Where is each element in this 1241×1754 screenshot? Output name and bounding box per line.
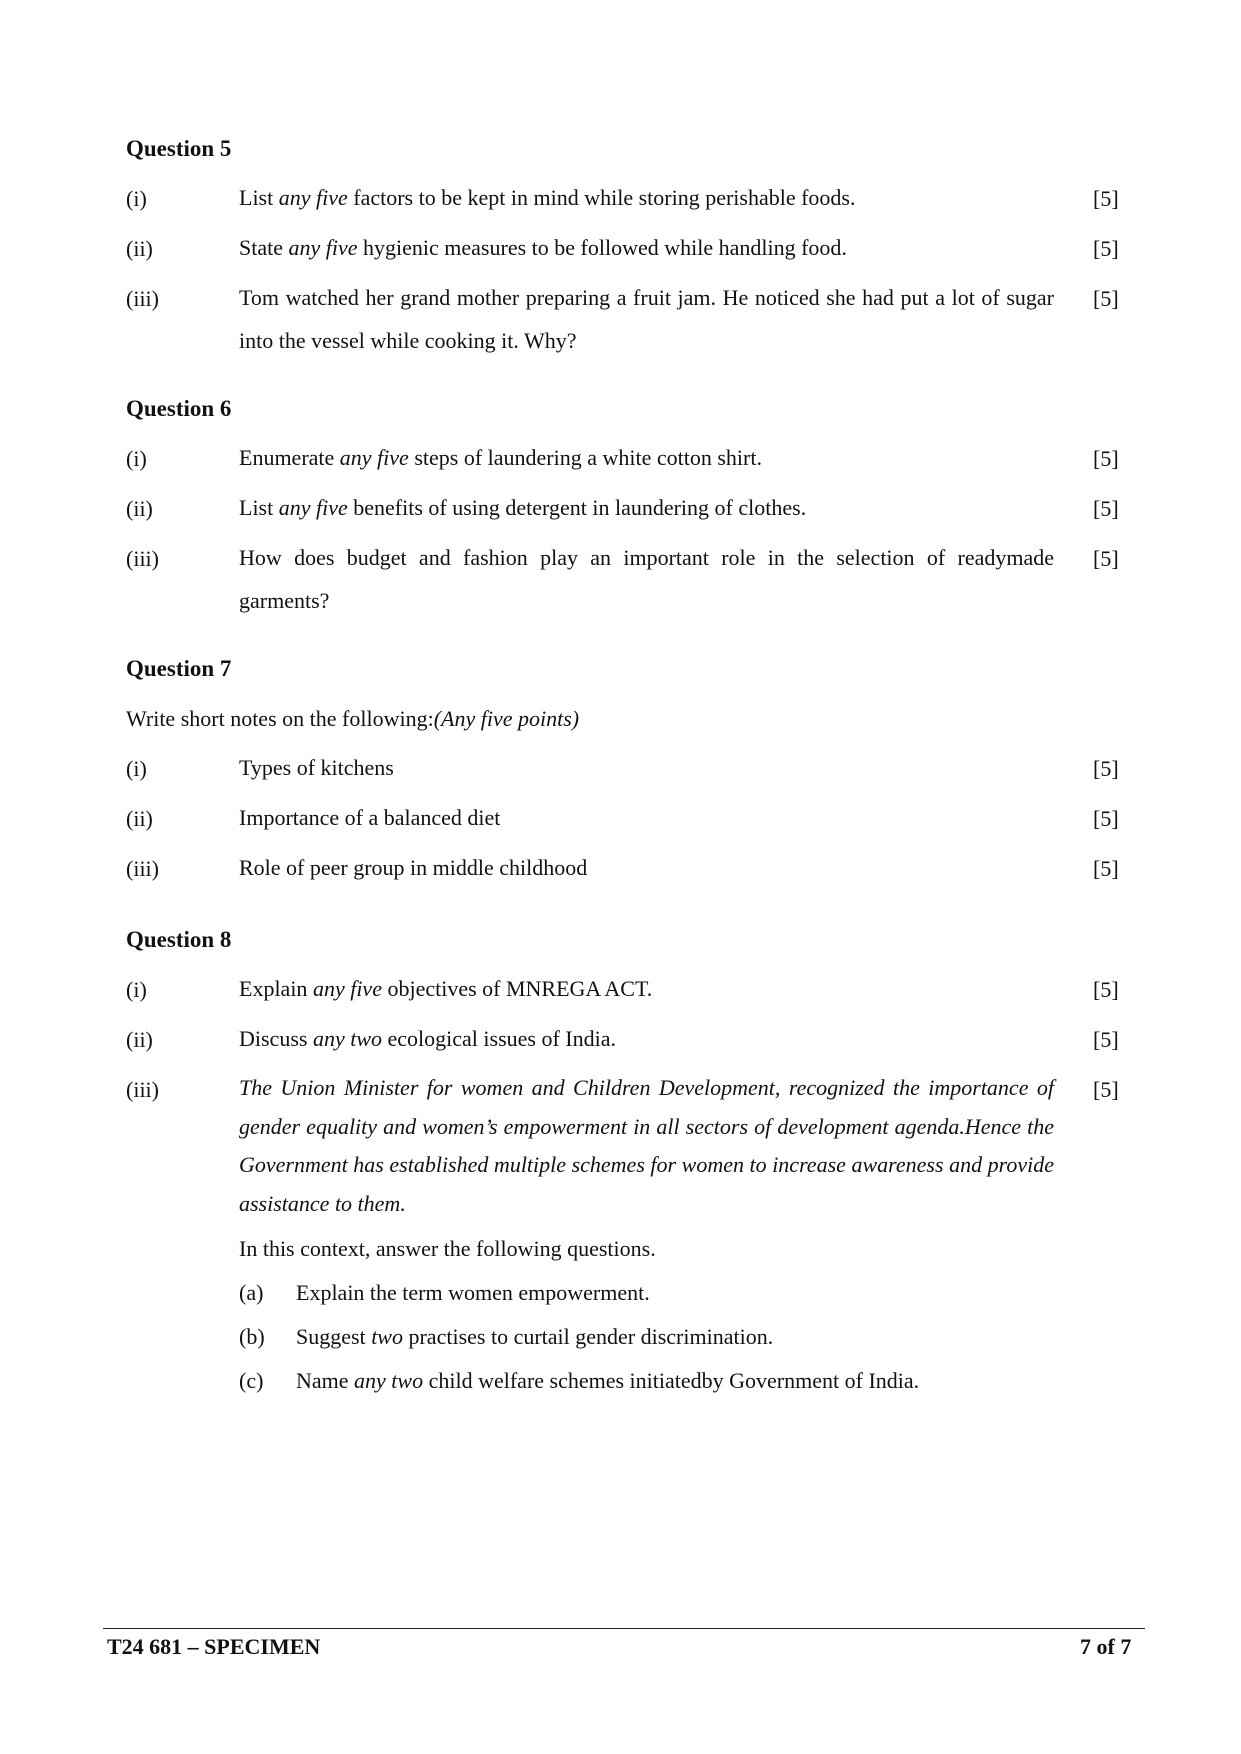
item-text: Explain any five objectives of MNREGA ACT.	[239, 976, 653, 1001]
item-marks: [5]	[1093, 977, 1119, 1002]
item-number: (i)	[126, 446, 147, 471]
item-number: (iii)	[126, 546, 159, 571]
paper-code: T24 681 – SPECIMEN	[107, 1634, 321, 1659]
item-marks: [5]	[1093, 1077, 1119, 1102]
item-marks: [5]	[1093, 546, 1119, 571]
item-number: (ii)	[126, 1027, 153, 1052]
question-5-heading: Question 5	[126, 136, 232, 161]
sub-text: Explain the term women empowerment.	[296, 1280, 650, 1305]
item-marks: [5]	[1093, 186, 1119, 211]
item-number: (ii)	[126, 236, 153, 261]
item-number: (iii)	[126, 856, 159, 881]
sub-text: Suggest two practises to curtail gender discrimination.	[296, 1324, 774, 1349]
item-marks: [5]	[1093, 756, 1119, 781]
item-text: List any five benefits of using detergent in laundering of clothes.	[239, 495, 807, 520]
item-marks: [5]	[1093, 1027, 1119, 1052]
page-number: 7 of 7	[1080, 1634, 1132, 1659]
item-text: List any five factors to be kept in mind while storing perishable foods.	[239, 185, 856, 210]
item-marks: [5]	[1093, 446, 1119, 471]
sub-label: (a)	[239, 1280, 264, 1305]
item-text: Importance of a balanced diet	[239, 805, 501, 830]
item-number: (i)	[126, 756, 147, 781]
question-7-heading: Question 7	[126, 656, 232, 681]
item-text: Enumerate any five steps of laundering a white cotton shirt.	[239, 445, 762, 470]
sub-text: Name any two child welfare schemes initiatedby Government of India.	[296, 1368, 920, 1393]
item-number: (ii)	[126, 806, 153, 831]
footer-divider	[103, 1628, 1145, 1629]
question-8-heading: Question 8	[126, 927, 232, 952]
question-6-heading: Question 6	[126, 396, 232, 421]
item-number: (i)	[126, 186, 147, 211]
item-text: Role of peer group in middle childhood	[239, 855, 588, 880]
case-study-passage: The Union Minister for women and Children Development, recognized the importance of gender equality and women’s empowerment in all sectors of development agenda.Hence the Government has established multiple schemes for women to increase awareness and provide assistance to them.	[239, 1075, 1054, 1216]
item-number: (ii)	[126, 496, 153, 521]
q7-instruction: Write short notes on the following:(Any five points)	[126, 706, 580, 731]
q8-context-instruction: In this context, answer the following questions.	[239, 1236, 656, 1261]
item-marks: [5]	[1093, 236, 1119, 261]
item-text: Tom watched her grand mother preparing a fruit jam. He noticed she had put a lot of sugar into the vessel while cooking it. Why?	[239, 285, 1054, 353]
item-text: How does budget and fashion play an important role in the selection of readymade garments?	[239, 545, 1054, 613]
item-text: State any five hygienic measures to be followed while handling food.	[239, 235, 847, 260]
item-marks: [5]	[1093, 856, 1119, 881]
item-text: Discuss any two ecological issues of India.	[239, 1026, 617, 1051]
item-marks: [5]	[1093, 806, 1119, 831]
item-number: (iii)	[126, 286, 159, 311]
item-marks: [5]	[1093, 286, 1119, 311]
item-marks: [5]	[1093, 496, 1119, 521]
sub-label: (b)	[239, 1324, 265, 1349]
item-number: (iii)	[126, 1077, 159, 1102]
item-text: Types of kitchens	[239, 755, 394, 780]
sub-label: (c)	[239, 1368, 264, 1393]
item-number: (i)	[126, 977, 147, 1002]
